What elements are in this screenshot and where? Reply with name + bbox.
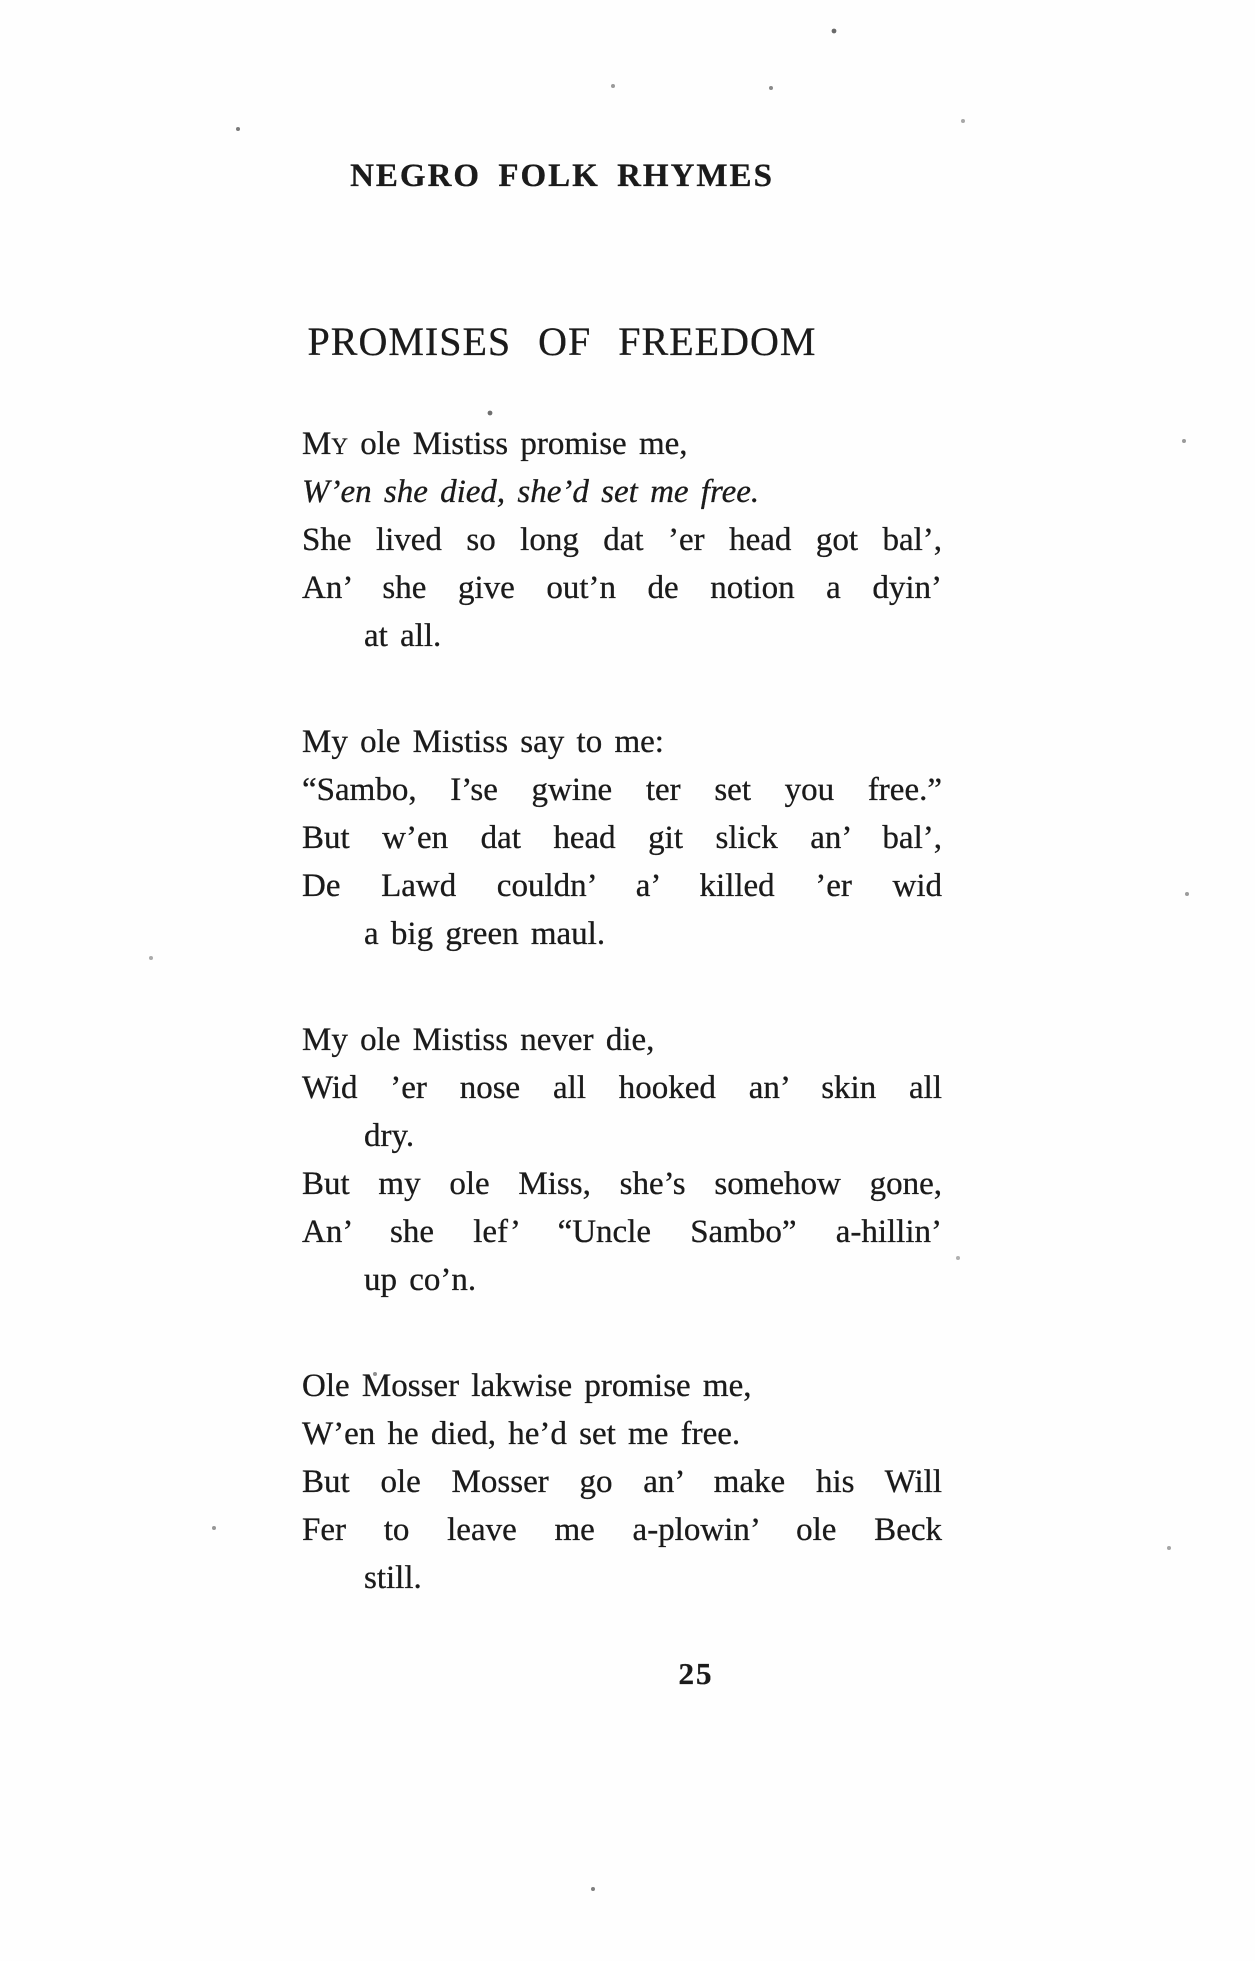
page-number: 25 bbox=[678, 1656, 714, 1691]
poem-line: a big green maul. bbox=[364, 916, 606, 952]
poem-stanza-3 bbox=[302, 1016, 942, 1304]
poem-line: De Lawd couldn’ a’ killed ’er wid bbox=[302, 868, 942, 904]
lead-word: My bbox=[302, 426, 348, 462]
poem-line: dry. bbox=[364, 1118, 415, 1154]
poem-line bbox=[302, 420, 942, 468]
line-text: ole Mistiss promise me, bbox=[360, 426, 688, 462]
poem-line: But my ole Miss, she’s somehow gone, bbox=[302, 1166, 942, 1202]
poem-line: at all. bbox=[364, 618, 442, 654]
poem-line: My ole Mistiss never die, bbox=[302, 1022, 655, 1058]
poem-line: But w’en dat head git slick an’ bal’, bbox=[302, 820, 942, 856]
poem-line: up co’n. bbox=[364, 1262, 477, 1298]
poem-stanza-4 bbox=[302, 1362, 942, 1602]
poem-line: Ole Mosser lakwise promise me, bbox=[302, 1368, 752, 1404]
poem-line: An’ she lef’ “Uncle Sambo” a-hillin’ bbox=[302, 1214, 942, 1250]
poem-line: still. bbox=[364, 1560, 422, 1596]
poem-line: W’en he died, he’d set me free. bbox=[302, 1416, 741, 1452]
poem-stanza-1 bbox=[302, 420, 942, 660]
poem-line: “Sambo, I’se gwine ter set you free.” bbox=[302, 772, 942, 808]
poem-line: Fer to leave me a-plowin’ ole Beck bbox=[302, 1512, 942, 1548]
poem-body bbox=[302, 420, 942, 1660]
poem-line: But ole Mosser go an’ make his Will bbox=[302, 1464, 942, 1500]
poem-line: She lived so long dat ’er head got bal’, bbox=[302, 522, 942, 558]
scan-speck-noise bbox=[0, 0, 2, 2]
poem-stanza-2 bbox=[302, 718, 942, 958]
poem-line: An’ she give out’n de notion a dyin’ bbox=[302, 570, 942, 606]
poem-title: PROMISES OF FREEDOM bbox=[307, 319, 817, 364]
running-head: NEGRO FOLK RHYMES bbox=[350, 158, 774, 194]
poem-line: My ole Mistiss say to me: bbox=[302, 724, 664, 760]
poem-line: Wid ’er nose all hooked an’ skin all bbox=[302, 1070, 942, 1106]
poem-line: W’en she died, she’d set me free. bbox=[302, 474, 760, 510]
